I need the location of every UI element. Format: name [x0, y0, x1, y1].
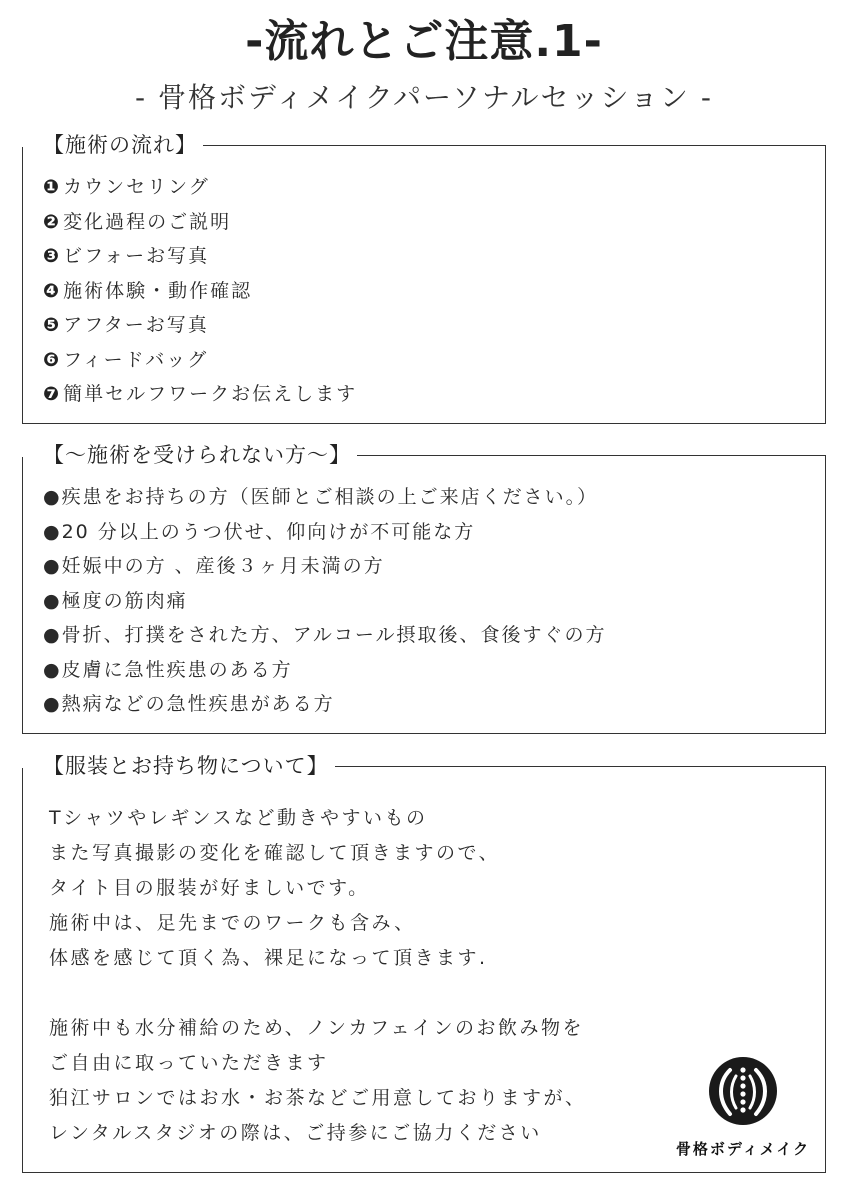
- step-number: ❷: [43, 210, 62, 233]
- clothing-line: タイト目の服装が好ましいです。: [49, 877, 370, 899]
- step-label: 施術体験・動作確認: [63, 279, 253, 302]
- flow-item: [43, 377, 357, 412]
- brand-logo-text: 骨格ボディメイク: [675, 1140, 811, 1158]
- step-number: ❹: [43, 279, 62, 302]
- step-number: ❻: [43, 348, 62, 371]
- restriction-item: ●疾患をお持ちの方（医師とご相談の上ご来店ください。）: [43, 486, 599, 508]
- page-title: -流れとご注意.1-: [245, 16, 603, 67]
- restriction-item: ●熱病などの急性疾患がある方: [43, 693, 335, 715]
- step-label: フィードバッグ: [63, 348, 209, 371]
- restriction-item: ●骨折、打撲をされた方、アルコール摂取後、食後すぐの方: [43, 624, 607, 646]
- clothing-line: 体感を感じて頂く為、裸足になって頂きます.: [49, 947, 488, 969]
- spine-logo-icon: [708, 1056, 778, 1126]
- restrictions-heading: 【〜施術を受けられない方〜】: [41, 439, 357, 471]
- step-number: ❸: [43, 245, 62, 267]
- flow-heading: 【施術の流れ】: [41, 129, 203, 161]
- brand-logo: [668, 1056, 818, 1166]
- step-label: 変化過程のご説明: [63, 210, 232, 233]
- flow-item: [43, 170, 357, 205]
- restriction-item: ●20 分以上のうつ伏せ、仰向けが不可能な方: [43, 520, 476, 543]
- clothing-line: また写真撮影の変化を確認して頂きますので、: [49, 842, 501, 864]
- clothing-text: [49, 801, 587, 1151]
- step-number: ❺: [43, 314, 62, 336]
- page-subtitle: - 骨格ボディメイクパーソナルセッション -: [135, 81, 713, 114]
- clothing-line: レンタルスタジオの際は、ご持参にご協力ください: [49, 1122, 542, 1144]
- flow-item: [43, 308, 357, 343]
- clothing-line: 施術中も水分補給のため、ノンカフェインのお飲み物を: [49, 1017, 585, 1039]
- flow-item: [43, 239, 357, 274]
- step-label: ビフォーお写真: [63, 245, 210, 267]
- clothing-heading: 【服装とお持ち物について】: [41, 750, 335, 782]
- clothing-line: [49, 976, 587, 1011]
- step-label: アフターお写真: [63, 314, 209, 336]
- restriction-item: ●皮膚に急性疾患のある方: [43, 658, 293, 681]
- flow-item: [43, 343, 357, 378]
- restrictions-section: [22, 443, 826, 734]
- clothing-line: Tシャツやレギンスなど動きやすいもの: [49, 807, 428, 829]
- flow-section: [22, 133, 826, 424]
- flow-item: [43, 274, 357, 309]
- restriction-item: ●極度の筋肉痛: [43, 589, 188, 612]
- step-number: ❶: [43, 176, 62, 198]
- clothing-line: 施術中は、足先までのワークも含み、: [49, 912, 416, 934]
- step-label: カウンセリング: [63, 176, 210, 198]
- clothing-line: ご自由に取っていただきます: [49, 1052, 329, 1074]
- restriction-item: ●妊娠中の方 、産後３ヶ月未満の方: [43, 555, 385, 577]
- flow-list: [43, 170, 357, 412]
- flow-item: [43, 205, 357, 240]
- step-number: ❼: [43, 383, 62, 405]
- step-label: 簡単セルフワークお伝えします: [63, 383, 358, 405]
- clothing-line: 狛江サロンではお水・お茶などご用意しておりますが、: [49, 1087, 587, 1109]
- restrictions-list: [43, 480, 606, 722]
